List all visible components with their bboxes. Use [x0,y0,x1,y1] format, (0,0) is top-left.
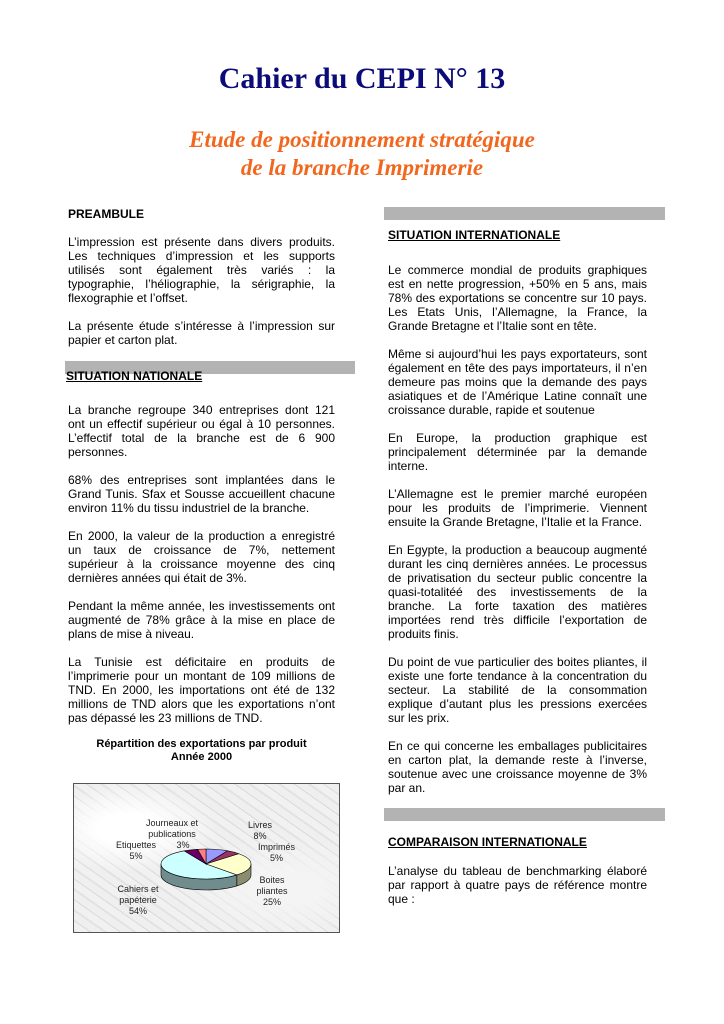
paragraph: Du point de vue particulier des boites pliantes, il existe une forte tendance à la concentration du secteur. La stabilité de la consommation explique d’autant plus les pressions exercées sur les prix. [388,655,647,725]
label-boites: Boites pliantes 25% [256,875,288,907]
subtitle-line: de la branche Imprimerie [240,155,484,180]
document-subtitle [0,126,724,182]
label-livres: Livres 8% [248,820,273,841]
section-nationale [68,369,335,739]
paragraph: La présente étude s’intéresse à l’impression sur papier et carton plat. [68,319,335,347]
label-etiquettes: Etiquettes 5% [116,840,157,861]
section-preambule [68,207,335,361]
section-internationale [388,228,647,809]
section-comparaison [388,835,647,920]
section-heading: COMPARAISON INTERNATIONALE [388,835,587,849]
chart-subtitle-text: Année 2000 [170,751,233,763]
label-cahiers: Cahiers et papéterie 54% [117,884,159,916]
paragraph: 68% des entreprises sont implantées dans le Grand Tunis. Sfax et Sousse accueillent chacune environ 11% du tissu industriel de la branche. [68,473,335,515]
paragraph: L’impression est présente dans divers produits. Les techniques d’impression et les supports utilisés sont également très variés : la typographie, l’héliographie, la sérigraphie, la flexographie et l’offset. [68,235,335,305]
subtitle-line: Etude de positionnement stratégique [189,127,535,152]
paragraph: L’analyse du tableau de benchmarking élaboré par rapport à quatre pays de référence montre que : [388,864,647,906]
chart-title-text: Répartition des exportations par produit [96,738,307,750]
paragraph: Même si aujourd’hui les pays exportateurs, sont également en tête des pays importateurs, il n’en demeure pas moins que la demande des pays asiatiques et de l’Amérique Latine connaît une croissance durable, rapide et soutenue [388,347,647,417]
section-heading: SITUATION INTERNATIONALE [388,228,561,242]
paragraph: La Tunisie est déficitaire en produits de l’imprimerie pour un montant de 109 millions de TND. En 2000, les importations ont été de 132 millions de TND alors que les exportations n’ont pas dépassé les 23 millions de TND. [68,655,335,725]
section-divider [384,808,665,821]
pie-chart [73,783,340,933]
label-imprimes: Imprimés 5% [258,842,296,863]
section-heading: PREAMBULE [68,207,145,221]
paragraph: En Europe, la production graphique est principalement déterminée par la demande interne. [388,431,647,473]
paragraph: En ce qui concerne les emballages publicitaires en carton plat, la demande reste à l’inverse, soutenue avec une croissance moyenne de 3% par an. [388,739,647,795]
label-journeaux: Journeaux et publications 3% [145,818,199,850]
paragraph: Le commerce mondial de produits graphiques est en nette progression, +50% en 5 ans, mais 78% des exportations se concentre sur 10 pays. Les Etats Unis, l’Allemagne, la France, la Grande Bretagne et l’Italie sont en tête. [388,263,647,333]
section-divider [384,207,665,220]
paragraph: La branche regroupe 340 entreprises dont 121 ont un effectif supérieur ou égal à 10 personnes. L’effectif total de la branche est de 6 900 personnes. [68,403,335,459]
document-title: Cahier du CEPI N° 13 [218,62,506,95]
paragraph: L’Allemagne est le premier marché européen pour les produits de l’imprimerie. Viennent ensuite la Grande Bretagne, l’Italie et la France. [388,487,647,529]
paragraph: En Egypte, la production a beaucoup augmenté durant les cinq dernières années. Le processus de privatisation du secteur public concentre la quasi-totalitéé des investissements de la branche. La forte taxation des matières importées rend très difficile l’exportation de produits finis. [388,543,647,641]
paragraph: En 2000, la valeur de la production a enregistré un taux de croissance de 7%, nettement supérieur à la croissance moyenne des cinq dernières années qui était de 3%. [68,529,335,585]
section-heading: SITUATION NATIONALE [66,369,203,383]
paragraph: Pendant la même année, les investissements ont augmenté de 78% grâce à la mise en place de plans de mise à niveau. [68,599,335,641]
chart-title [68,738,335,764]
